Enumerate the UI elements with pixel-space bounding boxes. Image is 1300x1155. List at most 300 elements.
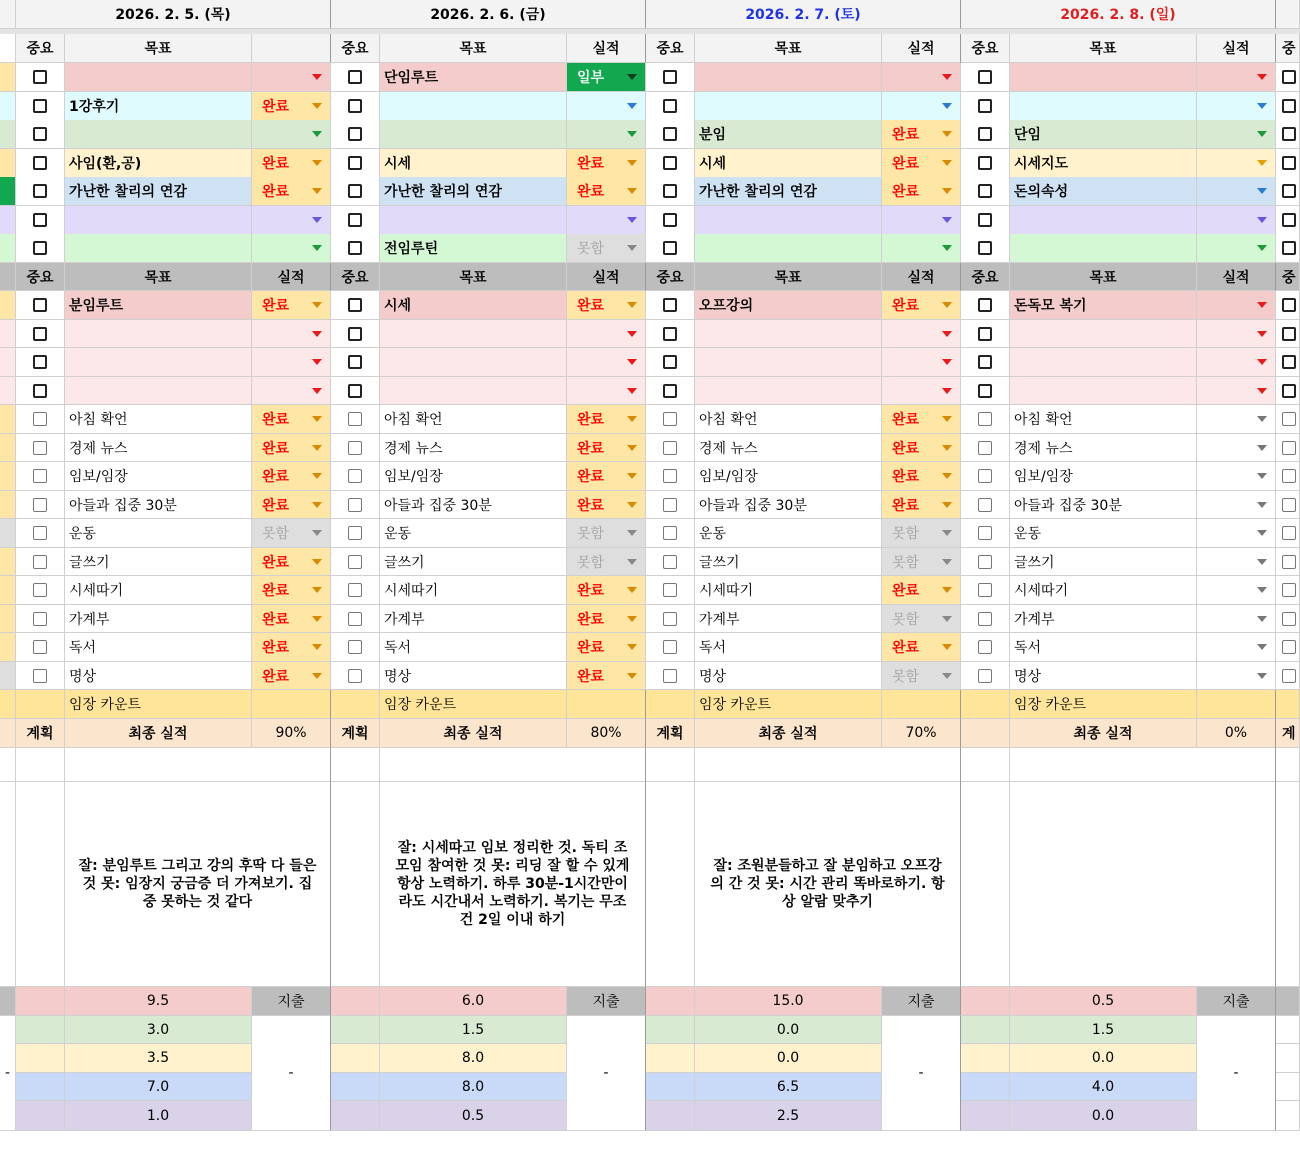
status-select[interactable] bbox=[252, 662, 331, 690]
dropdown-arrow-icon[interactable] bbox=[312, 217, 322, 223]
goal-cell[interactable] bbox=[1010, 63, 1197, 92]
dropdown-arrow-icon[interactable] bbox=[1257, 245, 1267, 251]
dropdown-arrow-icon[interactable] bbox=[942, 388, 952, 394]
status-chip[interactable] bbox=[252, 605, 330, 632]
status-chip[interactable] bbox=[1197, 149, 1275, 177]
dropdown-arrow-icon[interactable] bbox=[627, 74, 637, 80]
dropdown-arrow-icon[interactable] bbox=[1257, 188, 1267, 194]
checkbox-icon[interactable] bbox=[33, 184, 47, 198]
status-chip[interactable] bbox=[882, 92, 960, 120]
importance-checkbox-cell[interactable] bbox=[16, 63, 65, 92]
status-select[interactable] bbox=[252, 348, 331, 377]
checkbox-icon[interactable] bbox=[33, 583, 47, 597]
goal-cell[interactable] bbox=[1010, 377, 1197, 405]
checkbox-icon[interactable] bbox=[1282, 241, 1296, 255]
status-chip[interactable] bbox=[252, 177, 330, 205]
status-chip[interactable] bbox=[567, 377, 645, 404]
status-chip[interactable] bbox=[252, 149, 330, 177]
status-select[interactable] bbox=[567, 605, 646, 633]
routine-checkbox-cell[interactable] bbox=[646, 405, 695, 434]
status-chip[interactable] bbox=[567, 206, 645, 234]
dropdown-arrow-icon[interactable] bbox=[1257, 331, 1267, 337]
status-select[interactable] bbox=[252, 491, 331, 519]
dropdown-arrow-icon[interactable] bbox=[942, 673, 952, 679]
status-select[interactable] bbox=[567, 63, 646, 92]
status-select[interactable] bbox=[252, 548, 331, 576]
dropdown-arrow-icon[interactable] bbox=[312, 302, 322, 308]
checkbox-icon[interactable] bbox=[663, 355, 677, 369]
status-chip[interactable] bbox=[252, 92, 330, 120]
dropdown-arrow-icon[interactable] bbox=[312, 673, 322, 679]
routine-checkbox-cell[interactable] bbox=[646, 491, 695, 519]
status-select[interactable] bbox=[1197, 576, 1276, 605]
goal-cell[interactable] bbox=[695, 320, 882, 348]
status-select[interactable] bbox=[567, 576, 646, 605]
routine-checkbox-cell[interactable] bbox=[961, 633, 1010, 662]
routine-checkbox-cell[interactable] bbox=[16, 576, 65, 605]
checkbox-icon[interactable] bbox=[348, 156, 362, 170]
dropdown-arrow-icon[interactable] bbox=[312, 245, 322, 251]
checkbox-icon[interactable] bbox=[663, 184, 677, 198]
status-chip[interactable] bbox=[252, 548, 330, 575]
routine-checkbox-cell[interactable] bbox=[961, 462, 1010, 491]
status-select[interactable] bbox=[252, 377, 331, 405]
importance-checkbox-cell[interactable] bbox=[646, 234, 695, 263]
checkbox-icon[interactable] bbox=[978, 384, 992, 398]
goal-cell[interactable] bbox=[695, 206, 882, 235]
checkbox-icon[interactable] bbox=[348, 70, 362, 84]
status-chip[interactable] bbox=[882, 120, 960, 148]
checkbox-icon[interactable] bbox=[663, 612, 677, 626]
goal-cell[interactable] bbox=[380, 348, 567, 377]
status-select[interactable] bbox=[882, 291, 961, 320]
status-select[interactable] bbox=[252, 605, 331, 633]
dropdown-arrow-icon[interactable] bbox=[942, 131, 952, 137]
dropdown-arrow-icon[interactable] bbox=[312, 416, 322, 422]
routine-checkbox-cell[interactable] bbox=[16, 662, 65, 690]
checkbox-icon[interactable] bbox=[348, 355, 362, 369]
dropdown-arrow-icon[interactable] bbox=[1257, 673, 1267, 679]
status-select[interactable] bbox=[567, 633, 646, 662]
goal-cell[interactable]: 시세 bbox=[380, 149, 567, 178]
checkbox-icon[interactable] bbox=[663, 99, 677, 113]
status-select[interactable] bbox=[882, 548, 961, 576]
status-select[interactable] bbox=[252, 519, 331, 548]
status-select[interactable] bbox=[252, 633, 331, 662]
importance-checkbox-cell[interactable] bbox=[646, 63, 695, 92]
routine-checkbox-cell[interactable] bbox=[961, 605, 1010, 633]
checkbox-icon[interactable] bbox=[1282, 298, 1296, 312]
dropdown-arrow-icon[interactable] bbox=[312, 473, 322, 479]
status-chip[interactable] bbox=[882, 405, 960, 433]
importance-checkbox-cell[interactable] bbox=[331, 377, 380, 405]
dropdown-arrow-icon[interactable] bbox=[942, 473, 952, 479]
status-select[interactable] bbox=[252, 63, 331, 92]
goal-cell[interactable] bbox=[380, 320, 567, 348]
checkbox-icon[interactable] bbox=[978, 612, 992, 626]
status-select[interactable] bbox=[882, 576, 961, 605]
dropdown-arrow-icon[interactable] bbox=[312, 131, 322, 137]
goal-cell[interactable] bbox=[695, 234, 882, 263]
dropdown-arrow-icon[interactable] bbox=[942, 217, 952, 223]
goal-cell[interactable]: 가난한 찰리의 연감 bbox=[65, 177, 252, 206]
importance-checkbox-cell[interactable] bbox=[646, 348, 695, 377]
dropdown-arrow-icon[interactable] bbox=[312, 388, 322, 394]
status-chip[interactable] bbox=[882, 434, 960, 461]
status-select[interactable] bbox=[1197, 434, 1276, 462]
routine-checkbox-cell[interactable] bbox=[16, 434, 65, 462]
dropdown-arrow-icon[interactable] bbox=[627, 502, 637, 508]
goal-cell[interactable] bbox=[65, 63, 252, 92]
routine-checkbox-cell[interactable] bbox=[16, 548, 65, 576]
checkbox-icon[interactable] bbox=[978, 583, 992, 597]
dropdown-arrow-icon[interactable] bbox=[942, 587, 952, 593]
status-chip[interactable] bbox=[252, 576, 330, 604]
status-chip[interactable] bbox=[1197, 462, 1275, 490]
importance-checkbox-cell[interactable] bbox=[16, 234, 65, 263]
dropdown-arrow-icon[interactable] bbox=[942, 530, 952, 536]
routine-checkbox-cell[interactable] bbox=[16, 519, 65, 548]
importance-checkbox-cell[interactable] bbox=[961, 348, 1010, 377]
dropdown-arrow-icon[interactable] bbox=[312, 74, 322, 80]
checkbox-icon[interactable] bbox=[978, 99, 992, 113]
dropdown-arrow-icon[interactable] bbox=[627, 530, 637, 536]
checkbox-icon[interactable] bbox=[663, 640, 677, 654]
checkbox-icon[interactable] bbox=[33, 612, 47, 626]
status-select[interactable] bbox=[882, 234, 961, 263]
status-chip[interactable] bbox=[882, 149, 960, 177]
importance-checkbox-cell[interactable] bbox=[331, 348, 380, 377]
dropdown-arrow-icon[interactable] bbox=[1257, 388, 1267, 394]
goal-cell[interactable]: 전임루틴 bbox=[380, 234, 567, 263]
status-select[interactable] bbox=[252, 434, 331, 462]
status-chip[interactable] bbox=[252, 462, 330, 490]
dropdown-arrow-icon[interactable] bbox=[627, 673, 637, 679]
status-chip[interactable] bbox=[882, 234, 960, 262]
checkbox-icon[interactable] bbox=[663, 441, 677, 455]
status-select[interactable] bbox=[252, 206, 331, 235]
dropdown-arrow-icon[interactable] bbox=[942, 359, 952, 365]
status-chip[interactable] bbox=[1197, 491, 1275, 518]
checkbox-icon[interactable] bbox=[978, 298, 992, 312]
routine-checkbox-cell[interactable] bbox=[16, 462, 65, 491]
routine-checkbox-cell[interactable] bbox=[331, 548, 380, 576]
dropdown-arrow-icon[interactable] bbox=[1257, 103, 1267, 109]
goal-cell[interactable] bbox=[65, 206, 252, 235]
status-select[interactable] bbox=[567, 462, 646, 491]
status-select[interactable] bbox=[882, 348, 961, 377]
checkbox-icon[interactable] bbox=[1282, 184, 1296, 198]
status-select[interactable] bbox=[882, 92, 961, 121]
dropdown-arrow-icon[interactable] bbox=[1257, 416, 1267, 422]
dropdown-arrow-icon[interactable] bbox=[1257, 445, 1267, 451]
importance-checkbox-cell[interactable] bbox=[961, 234, 1010, 263]
checkbox-icon[interactable] bbox=[978, 156, 992, 170]
checkbox-icon[interactable] bbox=[663, 127, 677, 141]
status-chip[interactable] bbox=[882, 605, 960, 632]
status-chip[interactable] bbox=[882, 63, 960, 91]
routine-checkbox-cell[interactable] bbox=[16, 405, 65, 434]
dropdown-arrow-icon[interactable] bbox=[312, 616, 322, 622]
status-chip[interactable] bbox=[252, 405, 330, 433]
checkbox-icon[interactable] bbox=[1282, 441, 1296, 455]
status-select[interactable] bbox=[882, 320, 961, 348]
importance-checkbox-cell[interactable] bbox=[961, 63, 1010, 92]
status-chip[interactable] bbox=[1197, 348, 1275, 376]
dropdown-arrow-icon[interactable] bbox=[627, 445, 637, 451]
checkbox-icon[interactable] bbox=[978, 441, 992, 455]
routine-checkbox-cell[interactable] bbox=[331, 662, 380, 690]
dropdown-arrow-icon[interactable] bbox=[312, 530, 322, 536]
dropdown-arrow-icon[interactable] bbox=[627, 559, 637, 565]
status-select[interactable] bbox=[882, 177, 961, 206]
checkbox-icon[interactable] bbox=[348, 99, 362, 113]
importance-checkbox-cell[interactable] bbox=[331, 291, 380, 320]
checkbox-icon[interactable] bbox=[1282, 612, 1296, 626]
importance-checkbox-cell[interactable] bbox=[961, 377, 1010, 405]
checkbox-icon[interactable] bbox=[1282, 213, 1296, 227]
goal-cell[interactable]: 분임루트 bbox=[65, 291, 252, 320]
importance-checkbox-cell[interactable] bbox=[16, 120, 65, 149]
goal-cell[interactable] bbox=[695, 377, 882, 405]
status-select[interactable] bbox=[252, 320, 331, 348]
checkbox-icon[interactable] bbox=[978, 469, 992, 483]
checkbox-icon[interactable] bbox=[33, 498, 47, 512]
checkbox-icon[interactable] bbox=[33, 213, 47, 227]
status-chip[interactable] bbox=[1197, 405, 1275, 433]
status-chip[interactable] bbox=[1197, 92, 1275, 120]
dropdown-arrow-icon[interactable] bbox=[1257, 502, 1267, 508]
dropdown-arrow-icon[interactable] bbox=[1257, 74, 1267, 80]
dropdown-arrow-icon[interactable] bbox=[627, 587, 637, 593]
routine-checkbox-cell[interactable] bbox=[331, 405, 380, 434]
checkbox-icon[interactable] bbox=[1282, 355, 1296, 369]
dropdown-arrow-icon[interactable] bbox=[942, 188, 952, 194]
dropdown-arrow-icon[interactable] bbox=[312, 644, 322, 650]
checkbox-icon[interactable] bbox=[663, 526, 677, 540]
status-chip[interactable] bbox=[1197, 291, 1275, 319]
status-chip[interactable] bbox=[567, 405, 645, 433]
status-chip[interactable] bbox=[882, 462, 960, 490]
goal-cell[interactable] bbox=[65, 234, 252, 263]
status-chip[interactable] bbox=[252, 120, 330, 148]
dropdown-arrow-icon[interactable] bbox=[1257, 644, 1267, 650]
goal-cell[interactable]: 사임(환,공) bbox=[65, 149, 252, 178]
routine-checkbox-cell[interactable] bbox=[16, 605, 65, 633]
routine-checkbox-cell[interactable] bbox=[961, 576, 1010, 605]
status-select[interactable] bbox=[567, 206, 646, 235]
status-chip[interactable] bbox=[252, 662, 330, 689]
checkbox-icon[interactable] bbox=[1282, 327, 1296, 341]
status-select[interactable] bbox=[1197, 348, 1276, 377]
dropdown-arrow-icon[interactable] bbox=[627, 188, 637, 194]
dropdown-arrow-icon[interactable] bbox=[627, 217, 637, 223]
checkbox-icon[interactable] bbox=[1282, 669, 1296, 683]
status-select[interactable] bbox=[882, 662, 961, 690]
checkbox-icon[interactable] bbox=[33, 469, 47, 483]
importance-checkbox-cell[interactable] bbox=[646, 92, 695, 121]
status-chip[interactable] bbox=[567, 234, 645, 262]
checkbox-icon[interactable] bbox=[348, 583, 362, 597]
status-chip[interactable] bbox=[252, 320, 330, 347]
checkbox-icon[interactable] bbox=[33, 526, 47, 540]
checkbox-icon[interactable] bbox=[33, 384, 47, 398]
status-chip[interactable] bbox=[882, 177, 960, 205]
status-chip[interactable] bbox=[252, 291, 330, 319]
checkbox-icon[interactable] bbox=[1282, 469, 1296, 483]
checkbox-icon[interactable] bbox=[348, 526, 362, 540]
routine-checkbox-cell[interactable] bbox=[331, 434, 380, 462]
importance-checkbox-cell[interactable] bbox=[331, 320, 380, 348]
routine-checkbox-cell[interactable] bbox=[646, 519, 695, 548]
status-chip[interactable] bbox=[567, 120, 645, 148]
status-chip[interactable] bbox=[252, 234, 330, 262]
goal-cell[interactable]: 분임 bbox=[695, 120, 882, 149]
checkbox-icon[interactable] bbox=[348, 184, 362, 198]
status-select[interactable] bbox=[252, 120, 331, 149]
checkbox-icon[interactable] bbox=[348, 384, 362, 398]
status-chip[interactable] bbox=[567, 576, 645, 604]
status-select[interactable] bbox=[252, 234, 331, 263]
status-chip[interactable] bbox=[882, 633, 960, 661]
dropdown-arrow-icon[interactable] bbox=[942, 331, 952, 337]
goal-cell[interactable] bbox=[695, 92, 882, 121]
status-chip[interactable] bbox=[252, 206, 330, 234]
goal-cell[interactable] bbox=[65, 348, 252, 377]
status-select[interactable] bbox=[882, 377, 961, 405]
status-chip[interactable] bbox=[882, 519, 960, 547]
status-select[interactable] bbox=[567, 348, 646, 377]
checkbox-icon[interactable] bbox=[1282, 583, 1296, 597]
status-chip[interactable] bbox=[567, 63, 645, 91]
status-chip[interactable] bbox=[567, 605, 645, 632]
checkbox-icon[interactable] bbox=[348, 412, 362, 426]
importance-checkbox-cell[interactable] bbox=[331, 149, 380, 178]
goal-cell[interactable] bbox=[65, 320, 252, 348]
status-chip[interactable] bbox=[1197, 234, 1275, 262]
status-select[interactable] bbox=[1197, 206, 1276, 235]
checkbox-icon[interactable] bbox=[978, 640, 992, 654]
checkbox-icon[interactable] bbox=[1282, 127, 1296, 141]
routine-checkbox-cell[interactable] bbox=[646, 462, 695, 491]
dropdown-arrow-icon[interactable] bbox=[942, 559, 952, 565]
status-chip[interactable] bbox=[252, 63, 330, 91]
routine-checkbox-cell[interactable] bbox=[646, 576, 695, 605]
checkbox-icon[interactable] bbox=[663, 298, 677, 312]
checkbox-icon[interactable] bbox=[1282, 156, 1296, 170]
goal-cell[interactable] bbox=[695, 63, 882, 92]
dropdown-arrow-icon[interactable] bbox=[627, 160, 637, 166]
status-chip[interactable] bbox=[1197, 662, 1275, 689]
checkbox-icon[interactable] bbox=[978, 184, 992, 198]
checkbox-icon[interactable] bbox=[1282, 640, 1296, 654]
status-select[interactable] bbox=[252, 405, 331, 434]
checkbox-icon[interactable] bbox=[978, 526, 992, 540]
status-select[interactable] bbox=[567, 291, 646, 320]
routine-checkbox-cell[interactable] bbox=[331, 605, 380, 633]
status-select[interactable] bbox=[1197, 63, 1276, 92]
checkbox-icon[interactable] bbox=[978, 70, 992, 84]
dropdown-arrow-icon[interactable] bbox=[627, 644, 637, 650]
importance-checkbox-cell[interactable] bbox=[646, 377, 695, 405]
goal-cell[interactable]: 시세지도 bbox=[1010, 149, 1197, 178]
goal-cell[interactable]: 돈독모 복기 bbox=[1010, 291, 1197, 320]
status-chip[interactable] bbox=[882, 320, 960, 347]
status-select[interactable] bbox=[252, 462, 331, 491]
checkbox-icon[interactable] bbox=[348, 327, 362, 341]
status-select[interactable] bbox=[1197, 605, 1276, 633]
importance-checkbox-cell[interactable] bbox=[646, 177, 695, 206]
routine-checkbox-cell[interactable] bbox=[961, 491, 1010, 519]
status-chip[interactable] bbox=[252, 519, 330, 547]
dropdown-arrow-icon[interactable] bbox=[312, 502, 322, 508]
dropdown-arrow-icon[interactable] bbox=[1257, 530, 1267, 536]
importance-checkbox-cell[interactable] bbox=[16, 92, 65, 121]
dropdown-arrow-icon[interactable] bbox=[1257, 616, 1267, 622]
checkbox-icon[interactable] bbox=[1282, 412, 1296, 426]
status-chip[interactable] bbox=[567, 291, 645, 319]
status-select[interactable] bbox=[1197, 377, 1276, 405]
status-chip[interactable] bbox=[1197, 177, 1275, 205]
checkbox-icon[interactable] bbox=[663, 213, 677, 227]
checkbox-icon[interactable] bbox=[663, 583, 677, 597]
checkbox-icon[interactable] bbox=[33, 355, 47, 369]
status-chip[interactable] bbox=[252, 377, 330, 404]
routine-checkbox-cell[interactable] bbox=[331, 633, 380, 662]
goal-cell[interactable] bbox=[1010, 92, 1197, 121]
importance-checkbox-cell[interactable] bbox=[331, 92, 380, 121]
status-select[interactable] bbox=[882, 605, 961, 633]
status-chip[interactable] bbox=[252, 491, 330, 518]
importance-checkbox-cell[interactable] bbox=[646, 120, 695, 149]
importance-checkbox-cell[interactable] bbox=[16, 149, 65, 178]
status-select[interactable] bbox=[567, 548, 646, 576]
checkbox-icon[interactable] bbox=[663, 384, 677, 398]
routine-checkbox-cell[interactable] bbox=[961, 548, 1010, 576]
checkbox-icon[interactable] bbox=[33, 640, 47, 654]
checkbox-icon[interactable] bbox=[33, 441, 47, 455]
dropdown-arrow-icon[interactable] bbox=[1257, 359, 1267, 365]
dropdown-arrow-icon[interactable] bbox=[942, 245, 952, 251]
status-chip[interactable] bbox=[252, 348, 330, 376]
checkbox-icon[interactable] bbox=[33, 127, 47, 141]
status-chip[interactable] bbox=[567, 633, 645, 661]
checkbox-icon[interactable] bbox=[33, 327, 47, 341]
importance-checkbox-cell[interactable] bbox=[646, 291, 695, 320]
goal-cell[interactable]: 시세 bbox=[380, 291, 567, 320]
dropdown-arrow-icon[interactable] bbox=[312, 359, 322, 365]
reflection-note[interactable] bbox=[1010, 782, 1276, 987]
importance-checkbox-cell[interactable] bbox=[646, 320, 695, 348]
importance-checkbox-cell[interactable] bbox=[331, 63, 380, 92]
dropdown-arrow-icon[interactable] bbox=[312, 103, 322, 109]
checkbox-icon[interactable] bbox=[33, 669, 47, 683]
status-select[interactable] bbox=[567, 491, 646, 519]
checkbox-icon[interactable] bbox=[663, 669, 677, 683]
status-chip[interactable] bbox=[567, 662, 645, 689]
dropdown-arrow-icon[interactable] bbox=[312, 445, 322, 451]
checkbox-icon[interactable] bbox=[1282, 555, 1296, 569]
routine-checkbox-cell[interactable] bbox=[331, 491, 380, 519]
goal-cell[interactable]: 돈의속성 bbox=[1010, 177, 1197, 206]
goal-cell[interactable] bbox=[380, 206, 567, 235]
dropdown-arrow-icon[interactable] bbox=[627, 359, 637, 365]
dropdown-arrow-icon[interactable] bbox=[1257, 473, 1267, 479]
routine-checkbox-cell[interactable] bbox=[646, 662, 695, 690]
status-select[interactable] bbox=[1197, 491, 1276, 519]
status-select[interactable] bbox=[567, 519, 646, 548]
goal-cell[interactable] bbox=[380, 120, 567, 149]
